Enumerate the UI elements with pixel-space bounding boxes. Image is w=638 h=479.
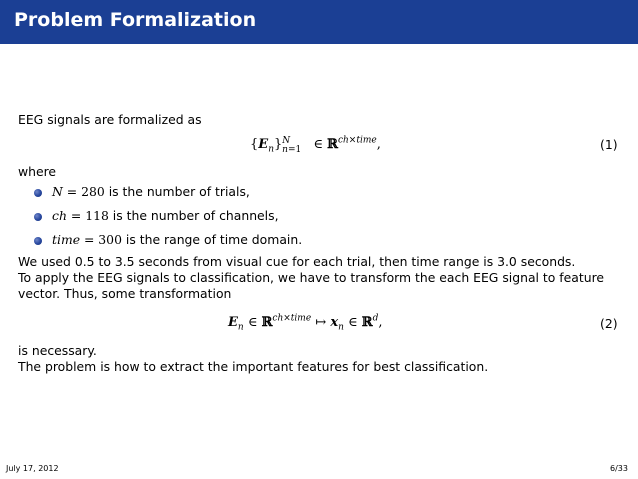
footer-page-number: 6/33 <box>610 464 628 473</box>
paragraph-transformation: vector. Thus, some transformation <box>18 286 232 301</box>
bullet-icon <box>34 213 42 221</box>
slide-header <box>0 0 638 44</box>
slide-title: Problem Formalization <box>14 9 257 31</box>
bullet-item-channels: ch = 118 is the number of channels, <box>52 208 279 223</box>
bullet-icon <box>34 237 42 245</box>
paragraph-time-range: We used 0.5 to 3.5 seconds from visual cue for each trial, then time range is 3.0 seconds. <box>18 254 576 269</box>
equation-2-number: (2) <box>600 316 618 331</box>
bullet-item-time: time = 300 is the range of time domain. <box>52 232 303 247</box>
paragraph-classification: To apply the EEG signals to classification, we have to transform the each EEG signal to feature <box>18 270 605 285</box>
intro-text: EEG signals are formalized as <box>18 112 202 127</box>
bullet-icon <box>34 189 42 197</box>
where-label: where <box>18 164 57 179</box>
equation-2: $E_n$ ∈ ℝ$^{ch\times time}$ ↦ $x_n$ ∈ ℝ$^d$, <box>228 313 383 333</box>
footer-date: July 17, 2012 <box>6 464 59 473</box>
equation-1-number: (1) <box>600 137 618 152</box>
equation-1: $\{E_n\}^N_{n=1}$ ∈ ℝ$^{ch\times time}$, <box>250 135 381 155</box>
problem-statement: The problem is how to extract the important features for best classification. <box>18 359 489 374</box>
necessary-text: is necessary. <box>18 343 97 358</box>
bullet-item-trials: N = 280 is the number of trials, <box>52 184 250 199</box>
